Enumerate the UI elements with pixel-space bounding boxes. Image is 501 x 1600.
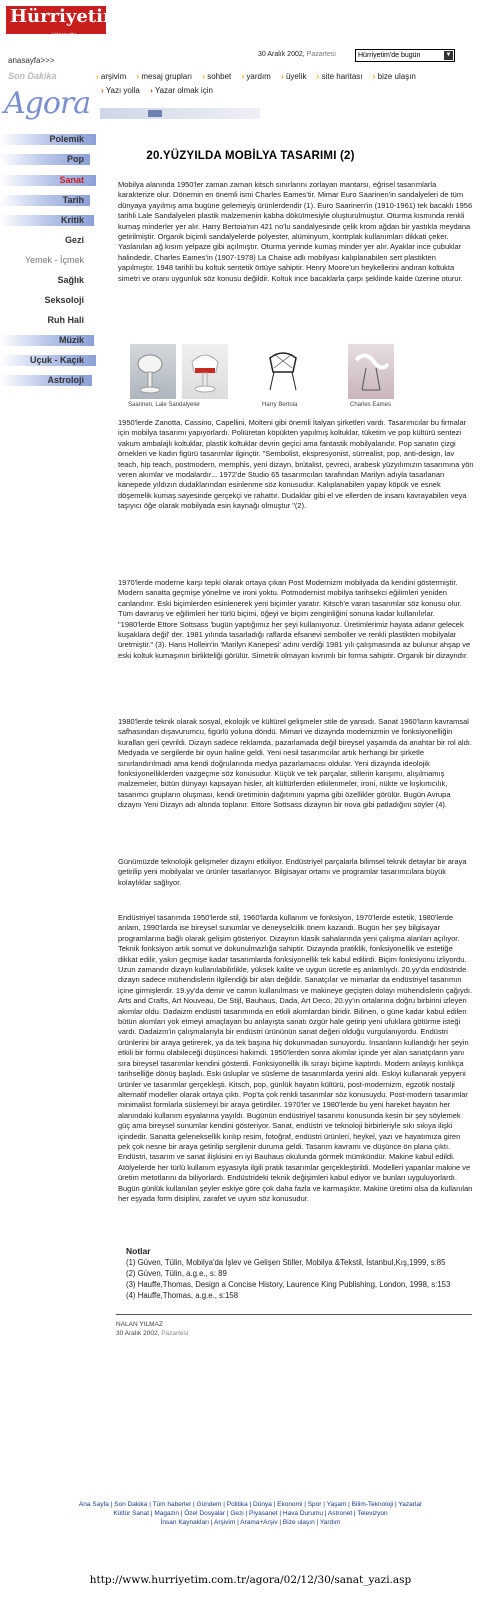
image-caption: Saarinen, Lale Sandalyeler (128, 402, 201, 408)
arrow-icon: › (316, 72, 320, 81)
son-dakika-link[interactable]: Son Dakika (8, 71, 57, 81)
footer-line-1[interactable]: Ana Sayfa | Son Dakika | Tüm haberler | Gündem | Politika | Dünya | Ekonomi | Spor | Yaşam | Bilim-Teknoloji | Yazarlar (78, 1501, 423, 1508)
eames-chaise-image (348, 344, 394, 399)
sidebar-item-ucuk-kacik[interactable]: Uçuk - Kaçık (29, 355, 84, 365)
article-paragraph-2: 1950'lerde Zanotta, Cassino, Capellini, Molteni gibi önemli İtalyan şirketleri vardı. Tasarımcılar bu firmalar için mobilya tasarımı yapıyorlardı. Poliüretan köpükten yapılmış koltuklar, tüketim ve pop kültürü sentezi vakum ambalajlı koltuklar, plastik koltuklar devrin geçici ama fantastik mobilyalarıdır. Pop sanatın çizgi örnekleri ve kadın figürü tasarımlar ilginçtir. "Sembolist, ekspresyonist, sürrealist, pop, anti-design, lav teach, hip teach, postmodern, memphis, yeni dizayn, brütalist, çevreci, arabesk yüzyılımızın tasarımına yön veren akımlar ve modalardır... 1972'de Studio 65 tasarımcıları tarafından Marilyn adıyla tasarlanan kanepede yıldızın dudaklarından esinlenme söz konusudur. Kalıplanabilen yapay köpük ve esnek döşemelik kumaş sayesinde gerçekçi ve rahattır. Dudaklar gibi el ve ellerden de insanı kavrayabilen veya taşıyıcı öğe olarak mobilyada esin kaynağı olmuştur "(2). (118, 418, 474, 511)
breadcrumb[interactable]: anasayfa>>> (8, 56, 55, 65)
nav-become-writer[interactable]: › Yazar olmak için (150, 86, 213, 95)
sub-navigation (101, 86, 221, 95)
article-title: 20.YÜZYILDA MOBİLYA TASARIMI (2) (146, 150, 355, 162)
nav-archive[interactable]: › arşivim (96, 72, 127, 81)
tulip-chair-image (130, 344, 176, 399)
sidebar-item-saglik[interactable]: Sağlık (57, 275, 84, 285)
top-navigation (96, 72, 424, 81)
sidebar-item-muzik[interactable]: Müzik (58, 335, 84, 345)
image-caption: Harry Bertoia (262, 402, 298, 408)
logo-subtitle: internette (52, 33, 78, 39)
red-cushion-chair-icon (182, 344, 228, 399)
notes-section (126, 1246, 476, 1301)
article-paragraph-3: 1970'lerde moderne karşı tepki olarak ortaya çıkan Post Modernizm mobilyada da kendini göstermiştir. Modern sanatta geçmişe yönelme ve ironi yoktu. Potmodernist mobilya tarihsekci eğilimleri yeniden canlandırır. Eski biçimlerden esinlenerek yeni biçimler yaratır. Kitsch'e varan tasarımlar söz konusu olur. Tüm davranış ve eğilimleri her türlü biçimi, öğeyi ve biçim zenginliğini sonuna kadar kullanılırlar. "1980'lerde Ettore Sottsass 'bugün yaptığımız her şeyi kullanıyoruz. Üretimlerimiz hayata adanır gelecek kuşaklara değil' der. 1981 yılında tasarladığı raflarda efsanevi semboller ve renkli plastikten mobilyalar üretmiştir." (3). Hans Hollein'in 'Marilyn Kanepesi' adını verdiği 1981 yılı çalışmasında az bulunur ahşap ve eski koltuk kumaşının birlikteliği görülür. Simetrik olmayan kıvrımlı bir forma sahiptir. Organik bir dizayndır. (118, 578, 471, 660)
wire-chair-icon (260, 344, 306, 399)
arrow-icon: › (202, 72, 205, 81)
arrow-icon: › (241, 72, 245, 81)
nav-membership[interactable]: › üyelik (281, 72, 307, 81)
strip-tag (148, 110, 162, 117)
article-paragraph-6: Endüstriyel tasarımda 1950'lerde stil, 1960'larda kullanım ve fonksiyon, 1970'lerde estetik, 1980'lerde anlam, 1990'larda ise bireysel sunumlar ve deneyselcilik önem kazandı. Bugün her şey bilgisayar programlarına bağlı olarak gelişim gösteriyor. Dizaynın klasik sahalarında yeni çalışma alanları açılıyor. Teknik fonksiyon artık somut ve dokunulmazlığa sahiptir. Dizaynda pratiklik, fonksiyonellik ve estetiğe dikkat edilir, yakın geçmişe kadar tasarımlarda fonksiyonellik tek kabul edilirdi. Biçim fonksiyonu izliyordu. Uzun zamandır dizayn kullanılabilirlikle, yüksek kalite ve uygun ücretle eş anlamlıydı. 20.yy'da endüstride dizayn sadece mühendislerin ilgilendiği bir alan değildir. Sanatçılar ve mimarlar da endüstriyel tasarımın içine girmişlerdir. 19.yy'da demir ve camın kullanılması ve makineye geçişten dolayı mühendislerin çağıydı. Arts and Crafts, Art Nouveau, De Stijl, Bauhaus, Dada, Art Deco, 20.yy'ın ortalarına doğru birbirini izleyen akımlar oldu. Dadaizm endüstri tasarımında en etkili akımlardan biridir. Bilinen, o güne kadar kabul edilen bütün akımları yok etmeyi amaçlayan bu anlayışta sanatı özgür hale getirip yeni ufuklara götürme isteği vardı. Dadaizm'in çalışmalarıyla bir endüstri ürününün sanat değeri olduğu vurgulanıyordu. Endüstri ürünlerini bir araya getirerek, ya da tek başına hiç dokunmadan sunuyordu. İnsanların kullandığı her şeyin etkili bir formu olabileceği düşüncesi hakimdi. 1950'lerden sonra akımlar içinde yer alan sanatçıların yanı sıra bireysel tasarımlar kendini gösterdi. Fonksiyonellik ilk sırayı biçime kaptırdı. Modern anlayış kırılıkça tarihselliğe dönüş başladı. Eski üsluplar ve süsleme de tasarımlarda yerini aldı. Eskiyi kullanarak yepyeni ürünler ve tasarımlar gerçekleşti. Kitsch, pop, günlük hayatın kültürü, post-modernizm, egzotik nostalji alternatif modeller olarak ortaya çıktı. Pop'ta çok renkli tasarımlar söz konusuydu. Post-modern tasarımlar minimalist formlarla süslemeyi bir araya getirdiler. 1970'ler ve 1980'lerde bu yeni hareket hayatın her alanındaki kullanım eşyalarına yayıldı. Bugünün endüstriyel tasarımı konusunda kesin bir şey söylemek güç ama bireysel sunumlar kendini gösteriyor. Sanat, endüstri ve teknoloji birbirleriyle sıkı sıkıya ilişki içindedir. Sanatta geleneksellik kırılıp resim, fotoğraf, endüstri ürünleri, heykel, yazı ve hayatımıza giren pek çok nesne bir araya getirilip sergilenir duruma geldi. Tasarım kavramı ve düşünce ön plana çıktı. Endüstri, tasarım ve sanat ilişkisini en iyi Bauhaus okulunda görmek mümkündür. Makine kabul edildi. Atölyelerde her türlü kullanım eşyasıyla ilgili pratik tasarımlar gerçekleştirildi. Modelleri yapanlar makine ve üretim metotlarını da biliyorlardı. Endüstrideki teknik değişimleri kabul ediyor ve bunları uyguluyorlardı. Bugün günlük kullanılan şeyler eskiye göre çok daha fazla ve karmaşıktır. Makine üretimi olsa da kullanılan her eşyada form disiplini, zarafet ve uyum söz konusudur. (118, 913, 473, 1203)
decorative-strip (100, 108, 260, 119)
article-paragraph-1: Mobilya alanında 1950'ler zaman zaman kitsch sınırlarını zorlayan mantarsı, eğrisel tasarımlarla karakterize olur. Dönemin en önemli ismi Charles Eames'tir. Mimar Euro Saarinen'in sandalyeleri de tüm dünyaya yayılmış ama bugüne gelemeyiş ürünlerdendir (1). Euro Saarinen'in (1910-1961) tek bacaklı 1956 tarihli Lale Sandalyeleri plastik malzemenin kabha döküImesiyle oluşturulmuştur. Oturma kısmında renkli kumaş minderler yer alır. Harry Bertoia'nın 421 no'lu sandalyesinde çelik krom ağdan bir yastıkla meydana getirilmiştir. Organik biçimli sandalyelerde polyester, alüminyum, kontrplak kullanımları dikkati çeker. Yaslanılan ağ kısım yelpaze gibi açılmıştır. Oturma yerinde kumaş minder yer alır. Ayaklar ince çubuklar halindedir. Charles Eames'in (1907-1978) La Chaise adlı mobilyası kalıplanabilen sert plastikten yapılmıştır. 1948 tarihli bu koltuk sentetik örtüye sahiptir. Henry Moore'un heykellerini andıran koltukta simetri ve oranı uygunluk söz konusu değildir. Koltuk ince bacaklarla çarpı şeklinde kaide üzerine oturur. (118, 180, 473, 283)
header-day: Pazartesi (306, 51, 336, 58)
sidebar-item-gezi[interactable]: Gezi (64, 235, 84, 245)
arrow-icon: › (101, 86, 104, 95)
nav-chat[interactable]: › sohbet (202, 72, 232, 81)
footer-line-2[interactable]: Kültür Sanat | Magazin | Özel Dosyalar | Gezi | Piyasanet | Hava Durumu | Astronet | Televizyon (113, 1510, 388, 1517)
sidebar-item-kritik[interactable]: Kritik (60, 215, 84, 225)
tulip-chair-icon (130, 344, 176, 399)
nav-sitemap[interactable]: › site haritası (316, 72, 363, 81)
divider (116, 1314, 472, 1315)
arrow-icon: › (96, 72, 99, 81)
arrow-icon: › (150, 86, 153, 95)
sidebar-item-sanat[interactable]: Sanat (59, 175, 84, 185)
chevron-down-icon[interactable]: ▼ (445, 52, 452, 58)
article-paragraph-5: Günümüzde teknolojik gelişmeler dizaynı etkiliyor. Endüstriyel parçalarla bilimsel teknik detaylar bir araya getirilip yeni mobilyalar ve ürünler tasarlanıyor. Bilgisayar ortamı ve programlar tasarımcılara büyük kolaylıklar sağlıyor. (118, 857, 467, 887)
note-item: (2) Güven, Tülin, a.g.e., s: 89 (126, 1269, 227, 1278)
sidebar-item-seksoloji[interactable]: Seksoloji (44, 295, 84, 305)
sidebar-item-tarih[interactable]: Tarih (62, 195, 84, 205)
bertoia-chair-image (260, 344, 306, 399)
notes-title: Notlar (126, 1246, 151, 1256)
furniture-images (126, 344, 446, 410)
hurriyetim-logo[interactable]: Hürriyetim internette (6, 6, 106, 34)
nav-send-article[interactable]: › Yazı yolla (101, 86, 140, 95)
agora-section-logo[interactable]: Agora (4, 86, 91, 121)
today-select[interactable]: Hürriyetim'de bugün ▼ (355, 49, 455, 62)
arrow-icon: › (372, 72, 376, 81)
sidebar-item-pop[interactable]: Pop (67, 154, 84, 164)
nav-message-groups[interactable]: › mesaj grupları (136, 72, 193, 81)
note-item: (3) Hauffe,Thomas, Design a Concise History, Laurence King Publishing, London, 1998, s:153 (126, 1280, 451, 1289)
author-name: NALAN YILMAZ (116, 1321, 163, 1328)
la-chaise-icon (348, 344, 394, 399)
note-item: (4) Hauffe,Thomas, a.g.e., s:158 (126, 1291, 239, 1300)
nav-contact[interactable]: › bize ulaşın (372, 72, 416, 81)
header-date: 30 Aralık 2002, Pazartesi (258, 51, 336, 58)
nav-help[interactable]: › yardım (241, 72, 271, 81)
tulip-chair-red-image (182, 344, 228, 399)
sidebar-item-polemik[interactable]: Polemik (49, 134, 84, 144)
arrow-icon: › (281, 72, 284, 81)
footer-line-3[interactable]: İnsan Kaynakları | Arşivim | Arama+Arşiv | Bize ulaşın | Yardım (160, 1519, 341, 1526)
article-date: 30 Aralık 2002, Pazartesi (116, 1330, 189, 1337)
sidebar-item-yemek-icmek[interactable]: Yemek - İçmek (24, 255, 84, 265)
note-item: (1) Güven, Tülin, Mobilya'da İşlev ve Gelişen Stiller, Mobilya &Tekstil, İstanbul,Kış,1999, s:85 (126, 1258, 446, 1267)
sidebar-item-ruh-hali[interactable]: Ruh Hali (47, 315, 84, 325)
article-day: Pazartesi (161, 1330, 189, 1337)
footer-links (30, 1500, 471, 1527)
page-url: http://www.hurriyetim.com.tr/agora/02/12/30/sanat_yazi.asp (89, 1574, 412, 1586)
arrow-icon: › (136, 72, 140, 81)
image-caption: Charles Eames (350, 402, 392, 408)
sidebar-item-astroloji[interactable]: Astroloji (47, 375, 84, 385)
article-paragraph-4: 1980'lerde teknik olarak sosyal, ekolojik ve kültürel gelişmeler stile de yansıdı. Sanat 1960'ların kavramsal safhasından dışavurumcu, figürlü yoluna döndü. Mimari ve dizaynda modernizmin ve fonksiyonelliğin kuralları geri çevrildi. Dizayn sadece reklamda, pazarlamada değil bireysel yaşamda da anahtar bir rol aldı. Medyada ve sergilerde bir oyun haline geldi. Yeni nesil tasarımcılar artık herhangi bir şirketle sınırlandırılmadı ama kendi doğrularında medya pazarlamacısı oldular. Yeni dizaynda ideolojik fonksiyonelliklerden vazgeçme söz konusudur. Küçük ve tek parçalar, stillerin karışımı, alışılmamış malzemeler, bütün dünyayı kapsayan hisler, alt kültürlerden etkilenmeler, ironi, nükte ve kışkırtıcılık, tasarımcı grupların oluşması, kendi üretiminin dağıtımını yapma gibi özellikler görülür. Bugün Avrupa dizaynı Yeni Dizayn adı altında toplanır. Ettore Sottsass dizaynın bir nova gibi patladığını söyler (4). (118, 717, 472, 810)
